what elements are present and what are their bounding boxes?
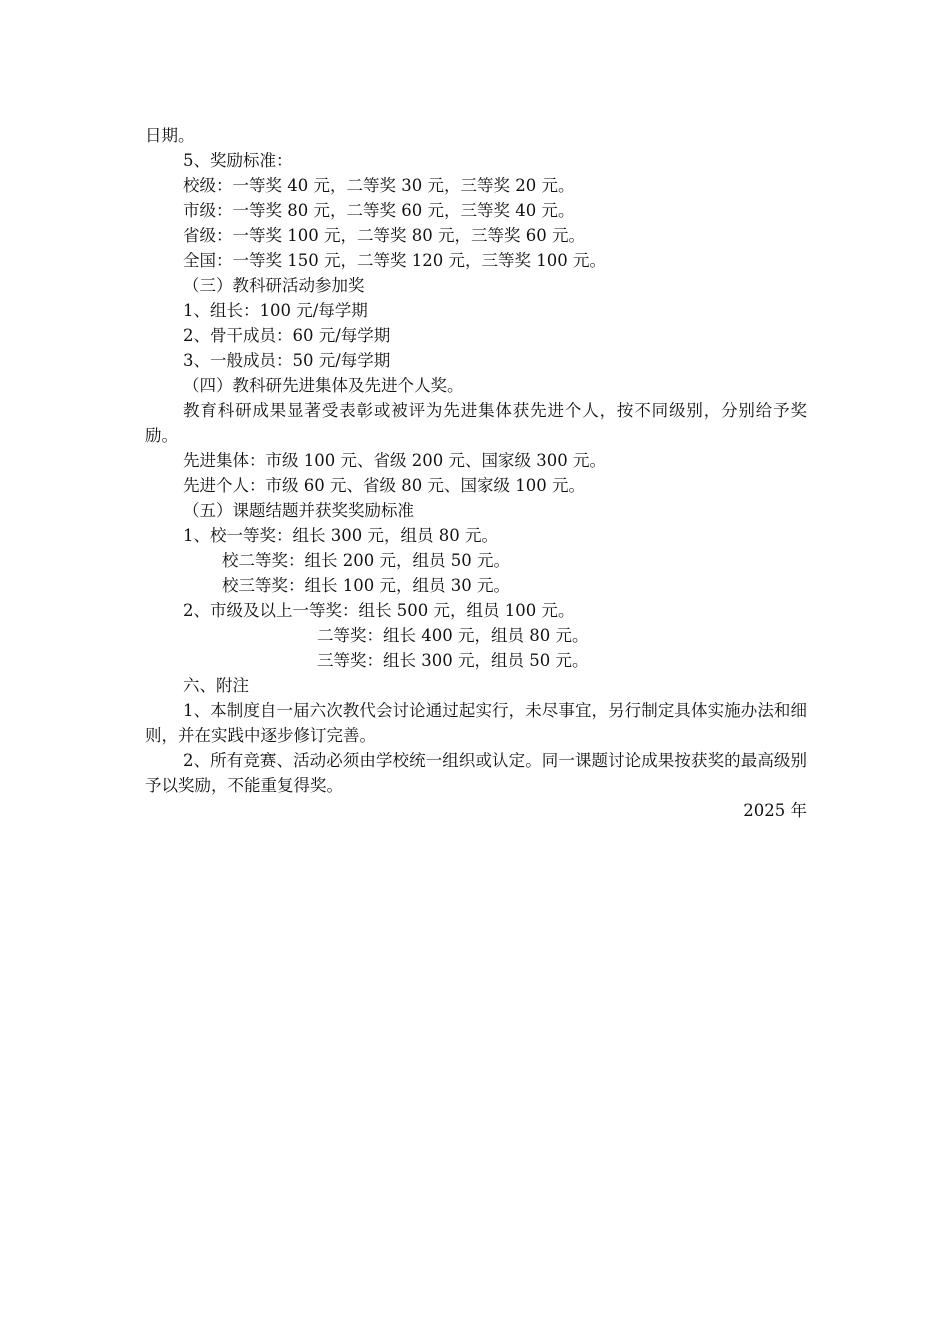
text-line: 二等奖：组长 400 元，组员 80 元。	[317, 626, 589, 645]
text-line: 1、校一等奖：组长 300 元，组员 80 元。	[183, 526, 498, 545]
section-heading: （四）教科研先进集体及先进个人奖。	[183, 376, 464, 395]
text-line: 1、组长：100 元/每学期	[183, 301, 368, 320]
text-line: 校二等奖：组长 200 元，组员 50 元。	[222, 551, 510, 570]
text-line: 三等奖：组长 300 元，组员 50 元。	[317, 651, 589, 670]
text-line: 校三等奖：组长 100 元，组员 30 元。	[222, 576, 510, 595]
text-line: 先进个人：市级 60 元、省级 80 元、国家级 100 元。	[183, 476, 585, 495]
text-line: 省级：一等奖 100 元，二等奖 80 元，三等奖 60 元。	[183, 226, 585, 245]
section-heading: （五）课题结题并获奖奖励标准	[183, 501, 414, 520]
text-line: 3、一般成员：50 元/每学期	[183, 351, 391, 370]
text-line: 2、市级及以上一等奖：组长 500 元，组员 100 元。	[183, 601, 575, 620]
text-line: 校级：一等奖 40 元，二等奖 30 元，三等奖 20 元。	[183, 176, 575, 195]
date-line: 2025 年	[743, 801, 807, 820]
text-line: 先进集体：市级 100 元、省级 200 元、国家级 300 元。	[183, 451, 606, 470]
text-line: 全国：一等奖 150 元，二等奖 120 元，三等奖 100 元。	[183, 251, 606, 270]
text-line: 市级：一等奖 80 元，二等奖 60 元，三等奖 40 元。	[183, 201, 575, 220]
document-body	[145, 123, 807, 823]
text-line: 2、骨干成员：60 元/每学期	[183, 326, 391, 345]
paragraph: 教育科研成果显著受表彰或被评为先进集体获先进个人，按不同级别，分别给予奖励。	[145, 401, 807, 445]
paragraph: 1、本制度自一届六次教代会讨论通过起实行，未尽事宜，另行制定具体实施办法和细则，并在实践中逐步修订完善。	[145, 701, 807, 745]
section-heading: （三）教科研活动参加奖	[183, 276, 365, 295]
section-heading: 六、附注	[183, 676, 249, 695]
text-line: 日期。	[145, 126, 195, 145]
paragraph: 2、所有竞赛、活动必须由学校统一组织或认定。同一课题讨论成果按获奖的最高级别予以奖励，不能重复得奖。	[145, 751, 807, 795]
section-heading: 5、奖励标准：	[183, 151, 293, 170]
